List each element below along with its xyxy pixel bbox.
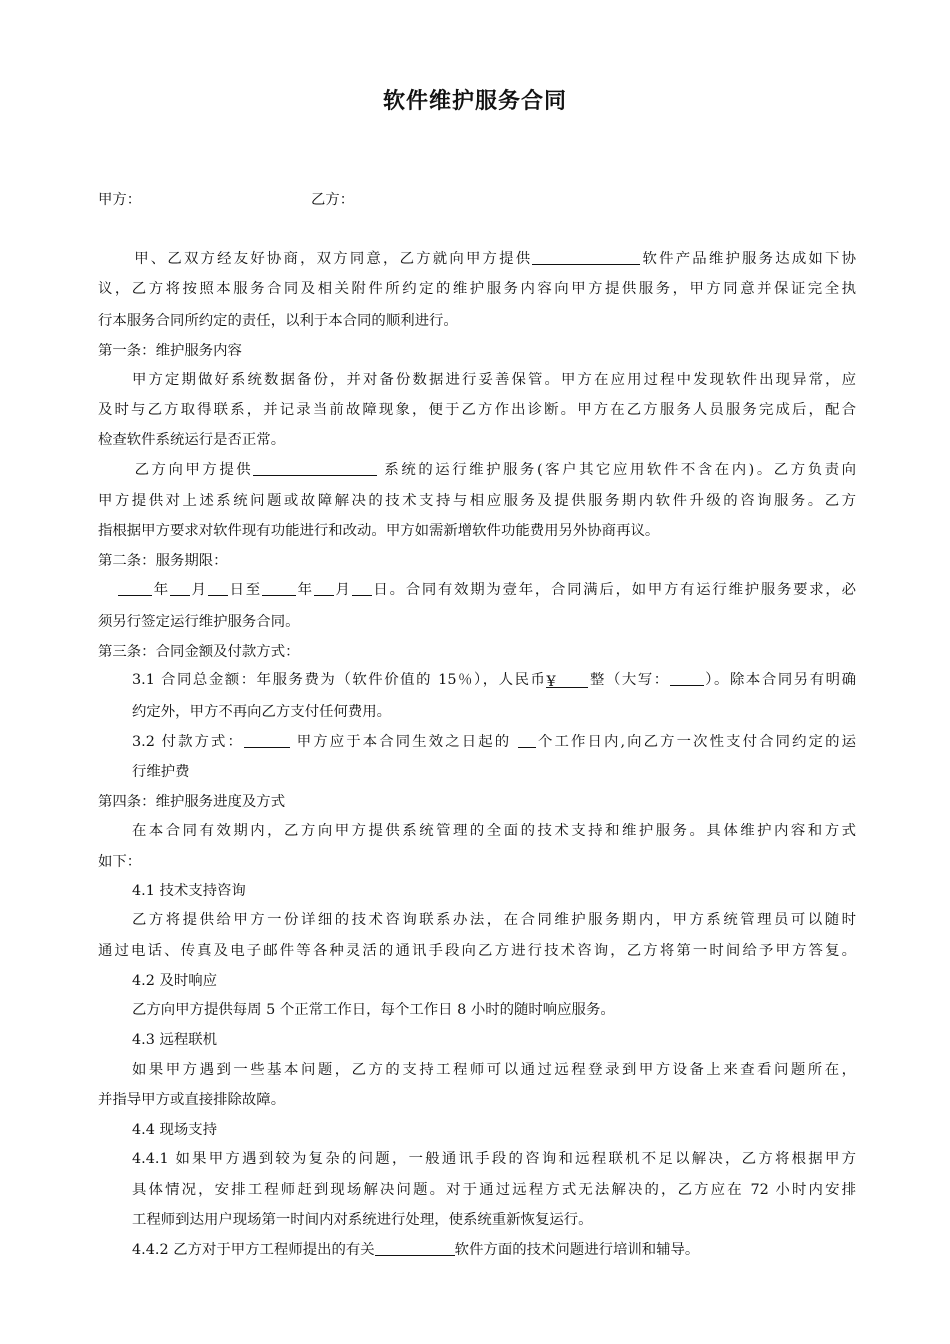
art4-intro-line-2: 如下： — [98, 854, 142, 870]
section-4-4-2-line-1 — [132, 1240, 890, 1260]
blank-end-day — [352, 580, 372, 596]
art1-p1-line-3: 检查软件系统运行是否正常。 — [98, 432, 286, 448]
blank-start-day — [208, 580, 228, 596]
art1-p2-text-a: 乙方向甲方提供 — [132, 462, 254, 478]
section-4-1-line-2: 通过电话、传真及电子邮件等各种灵活的通讯手段向乙方进行技术咨询，乙方将第一时间给予甲方答复。 — [98, 943, 856, 959]
party-b-label: 乙方： — [311, 192, 355, 208]
month-label-2: 月 — [333, 582, 352, 598]
blank-start-year — [118, 580, 152, 596]
blank-system-name — [253, 460, 377, 476]
section-4-2-line-1: 乙方向甲方提供每周 5 个正常工作日，每个工作日 8 小时的随时响应服务。 — [132, 1002, 615, 1018]
blank-work-days — [518, 732, 536, 748]
day-to-label: 日至 — [227, 582, 262, 598]
section-4-4-1-line-3: 工程师到达用户现场第一时间内对系统进行处理，使系统重新恢复运行。 — [132, 1212, 593, 1228]
art1-p1-line-1: 甲方定期做好系统数据备份，并对备份数据进行妥善保管。甲方在应用过程中发现软件出现异常，应 — [132, 372, 856, 388]
art3-s1-text-b: 整（大写： — [588, 672, 670, 688]
art3-s2-text-b: 甲方应于本合同生效之日起的 — [290, 734, 518, 750]
art2-line-2: 须另行签定运行维护服务合同。 — [98, 614, 300, 630]
section-4-3-heading: 4.3 远程联机 — [132, 1032, 218, 1048]
section-4-2-heading: 4.2 及时响应 — [132, 973, 218, 989]
section-4-3-line-1: 如果甲方遇到一些基本问题，乙方的支持工程师可以通过远程登录到甲方设备上来查看问题所在， — [132, 1062, 856, 1078]
yen-sign: ¥ — [546, 674, 556, 690]
art1-p2-line-3: 指根据甲方要求对软件现有功能进行和改动。甲方如需新增软件功能费用另外协商再议。 — [98, 523, 660, 539]
year-label-1: 年 — [152, 582, 170, 598]
month-label-1: 月 — [189, 582, 208, 598]
blank-start-month — [170, 580, 190, 596]
document-title: 软件维护服务合同 — [382, 89, 567, 114]
section-4-4-2-text-a: 4.4.2 乙方对于甲方工程师提出的有关 — [132, 1242, 375, 1258]
article-3-heading: 第三条：合同金额及付款方式： — [98, 644, 300, 660]
art3-s1-text-c: ）。除本合同另有明确 — [703, 672, 856, 688]
art2-line-1 — [98, 580, 856, 600]
section-4-4-2-text-b: 软件方面的技术问题进行培训和辅导。 — [454, 1242, 700, 1258]
art3-s2-text-a: 3.2 付款方式： — [132, 734, 245, 750]
art3-s2-line-1 — [132, 732, 856, 752]
art3-s1-line-2: 约定外，甲方不再向乙方支付任何费用。 — [132, 704, 392, 720]
art3-s2-text-c: 个工作日内,向乙方一次性支付合同约定的运 — [535, 734, 857, 750]
intro-text-b: 软件产品维护服务达成如下协 — [640, 251, 856, 267]
art3-s1-text-a: 3.1 合同总金额：年服务费为（软件价值的 15％），人民币 — [132, 672, 547, 688]
section-4-4-heading: 4.4 现场支持 — [132, 1122, 218, 1138]
section-4-4-1-line-1: 4.4.1 如果甲方遇到较为复杂的问题，一般通讯手段的咨询和远程联机不足以解决，乙方将根据甲方 — [132, 1151, 856, 1167]
section-4-3-line-2: 并指导甲方或直接排除故障。 — [98, 1092, 286, 1108]
intro-line-1 — [98, 249, 856, 269]
art2-validity-text: 日。合同有效期为壹年，合同满后，如甲方有运行维护服务要求，必 — [371, 582, 856, 598]
section-4-1-heading: 4.1 技术支持咨询 — [132, 883, 246, 899]
blank-amount-words — [670, 670, 704, 686]
article-4-heading: 第四条：维护服务进度及方式 — [98, 794, 286, 810]
art3-s2-line-2: 行维护费 — [132, 764, 190, 780]
art3-s1-line-1 — [132, 670, 856, 690]
section-4-1-line-1: 乙方将提供给甲方一份详细的技术咨询联系办法，在合同维护服务期内，甲方系统管理员可以随时 — [132, 912, 856, 928]
article-1-heading: 第一条：维护服务内容 — [98, 343, 242, 359]
party-a-label: 甲方： — [98, 192, 142, 208]
art1-p1-line-2: 及时与乙方取得联系，并记录当前故障现象，便于乙方作出诊断。甲方在乙方服务人员服务完成后，配合 — [98, 402, 856, 418]
blank-training-software — [375, 1240, 455, 1256]
art1-p2-line-1 — [98, 460, 856, 480]
year-label-2: 年 — [295, 582, 314, 598]
intro-line-3: 行本服务合同所约定的责任，以利于本合同的顺利进行。 — [98, 313, 458, 329]
blank-amount — [546, 672, 588, 688]
blank-end-year — [262, 580, 296, 596]
section-4-4-1-line-2: 具体情况，安排工程师赶到现场解决问题。对于通过远程方式无法解决的，乙方应在 72 小时内安排 — [132, 1182, 856, 1198]
parties-line — [98, 190, 856, 210]
art1-p2-line-2: 甲方提供对上述系统问题或故障解决的技术支持与相应服务及提供服务期内软件升级的咨询服务。乙方 — [98, 493, 856, 509]
intro-text-a: 甲、乙双方经友好协商，双方同意，乙方就向甲方提供 — [132, 251, 533, 267]
intro-line-2: 议，乙方将按照本服务合同及相关附件所约定的维护服务内容向甲方提供服务，甲方同意并保证完全执 — [98, 281, 856, 297]
blank-software-name — [532, 249, 640, 265]
art1-p2-text-b: 系统的运行维护服务(客户其它应用软件不含在内)。乙方负责向 — [377, 462, 856, 478]
blank-end-month — [314, 580, 334, 596]
art4-intro-line-1: 在本合同有效期内，乙方向甲方提供系统管理的全面的技术支持和维护服务。具体维护内容和方式 — [132, 823, 856, 839]
blank-payment-method — [244, 732, 290, 748]
article-2-heading: 第二条：服务期限： — [98, 553, 228, 569]
